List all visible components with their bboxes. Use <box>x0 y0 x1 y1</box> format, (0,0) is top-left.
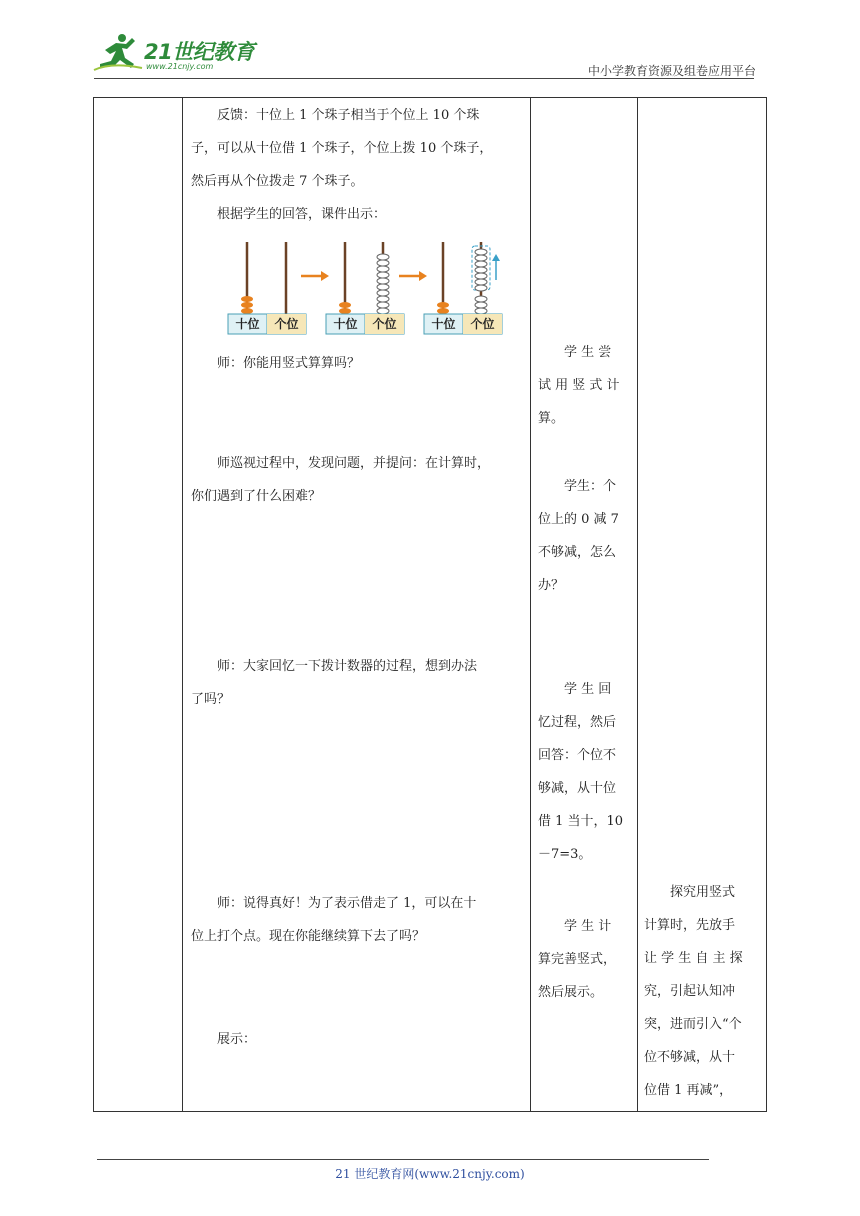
column-divider <box>637 98 638 1111</box>
praise-line-2: 位上打个点。现在你能继续算下去了吗？ <box>191 929 426 944</box>
tens-label: 十位 <box>333 317 358 331</box>
patrol-line-1: 师巡视过程中，发现问题，并提问：在计算时， <box>217 456 491 471</box>
student-problem-line-2: 位上的 0 减 7 <box>538 512 619 527</box>
column-divider <box>530 98 531 1111</box>
student-problem-line-3: 不够减，怎么 <box>538 545 617 560</box>
intent-line-1: 探究用竖式 <box>670 885 736 900</box>
runner-icon <box>92 32 144 72</box>
student-recall-line-1: 学 生 回 <box>564 682 612 697</box>
intent-line-3: 让 学 生 自 主 探 <box>644 951 743 966</box>
page-header <box>0 0 860 80</box>
tens-label: 十位 <box>235 317 260 331</box>
recall-line-2: 了吗？ <box>191 692 231 707</box>
student-problem-line-1: 学生：个 <box>564 479 617 494</box>
logo-text: 21世纪教育 <box>144 40 255 64</box>
feedback-line-1: 反馈：十位上 1 个珠子相当于个位上 10 个珠 <box>217 108 480 123</box>
arrow-icon <box>399 271 427 281</box>
intent-line-6: 位不够减，从十 <box>644 1050 736 1065</box>
feedback-line-2: 子，可以从十位借 1 个珠子，个位上拨 10 个珠子， <box>191 141 493 156</box>
student-recall-line-6: －7=3。 <box>538 847 592 862</box>
ones-label: 个位 <box>267 314 306 334</box>
ones-label: 个位 <box>365 314 404 334</box>
student-calc-line-3: 然后展示。 <box>538 985 604 1000</box>
arrow-icon <box>301 271 329 281</box>
ones-label: 个位 <box>463 314 502 334</box>
header-divider <box>94 78 754 79</box>
logo-url: www.21cnjy.com <box>146 62 214 71</box>
site-logo <box>92 30 262 78</box>
abacus-figure <box>223 238 506 340</box>
intent-line-4: 究，引起认知冲 <box>644 984 736 999</box>
intent-line-5: 突，进而引入“个 <box>644 1017 742 1032</box>
platform-title: 中小学教育资源及组卷应用平台 <box>587 64 756 78</box>
intent-line-7: 位借 1 再减”， <box>644 1083 733 1098</box>
patrol-line-2: 你们遇到了什么困难？ <box>191 489 322 504</box>
feedback-line-3: 然后再从个位拨走 7 个珠子。 <box>191 174 364 189</box>
recall-line-1: 师：大家回忆一下拨计数器的过程，想到办法 <box>217 659 478 674</box>
tens-label: 十位 <box>431 317 456 331</box>
student-try-line-1: 学 生 尝 <box>564 345 612 360</box>
student-try-line-2: 试 用 竖 式 计 <box>538 378 620 393</box>
question-vertical: 师：你能用竖式算算吗？ <box>217 356 361 371</box>
student-recall-line-5: 借 1 当十，10 <box>538 814 624 829</box>
student-calc-line-2: 算完善竖式， <box>538 952 617 967</box>
intent-line-2: 计算时，先放手 <box>644 918 736 933</box>
student-recall-line-4: 够减，从十位 <box>538 781 617 796</box>
footer-divider <box>97 1159 709 1160</box>
courseware-intro: 根据学生的回答，课件出示： <box>217 207 387 222</box>
student-calc-line-1: 学 生 计 <box>564 919 612 934</box>
student-recall-line-2: 忆过程，然后 <box>538 715 617 730</box>
student-recall-line-3: 回答：个位不 <box>538 748 617 763</box>
student-problem-line-4: 办？ <box>538 578 565 593</box>
show-label: 展示： <box>217 1032 257 1047</box>
footer-link[interactable]: 21 世纪教育网(www.21cnjy.com) <box>335 1167 525 1181</box>
student-try-line-3: 算。 <box>538 411 565 426</box>
column-divider <box>182 98 183 1111</box>
praise-line-1: 师：说得真好！为了表示借走了 1，可以在十 <box>217 896 477 911</box>
